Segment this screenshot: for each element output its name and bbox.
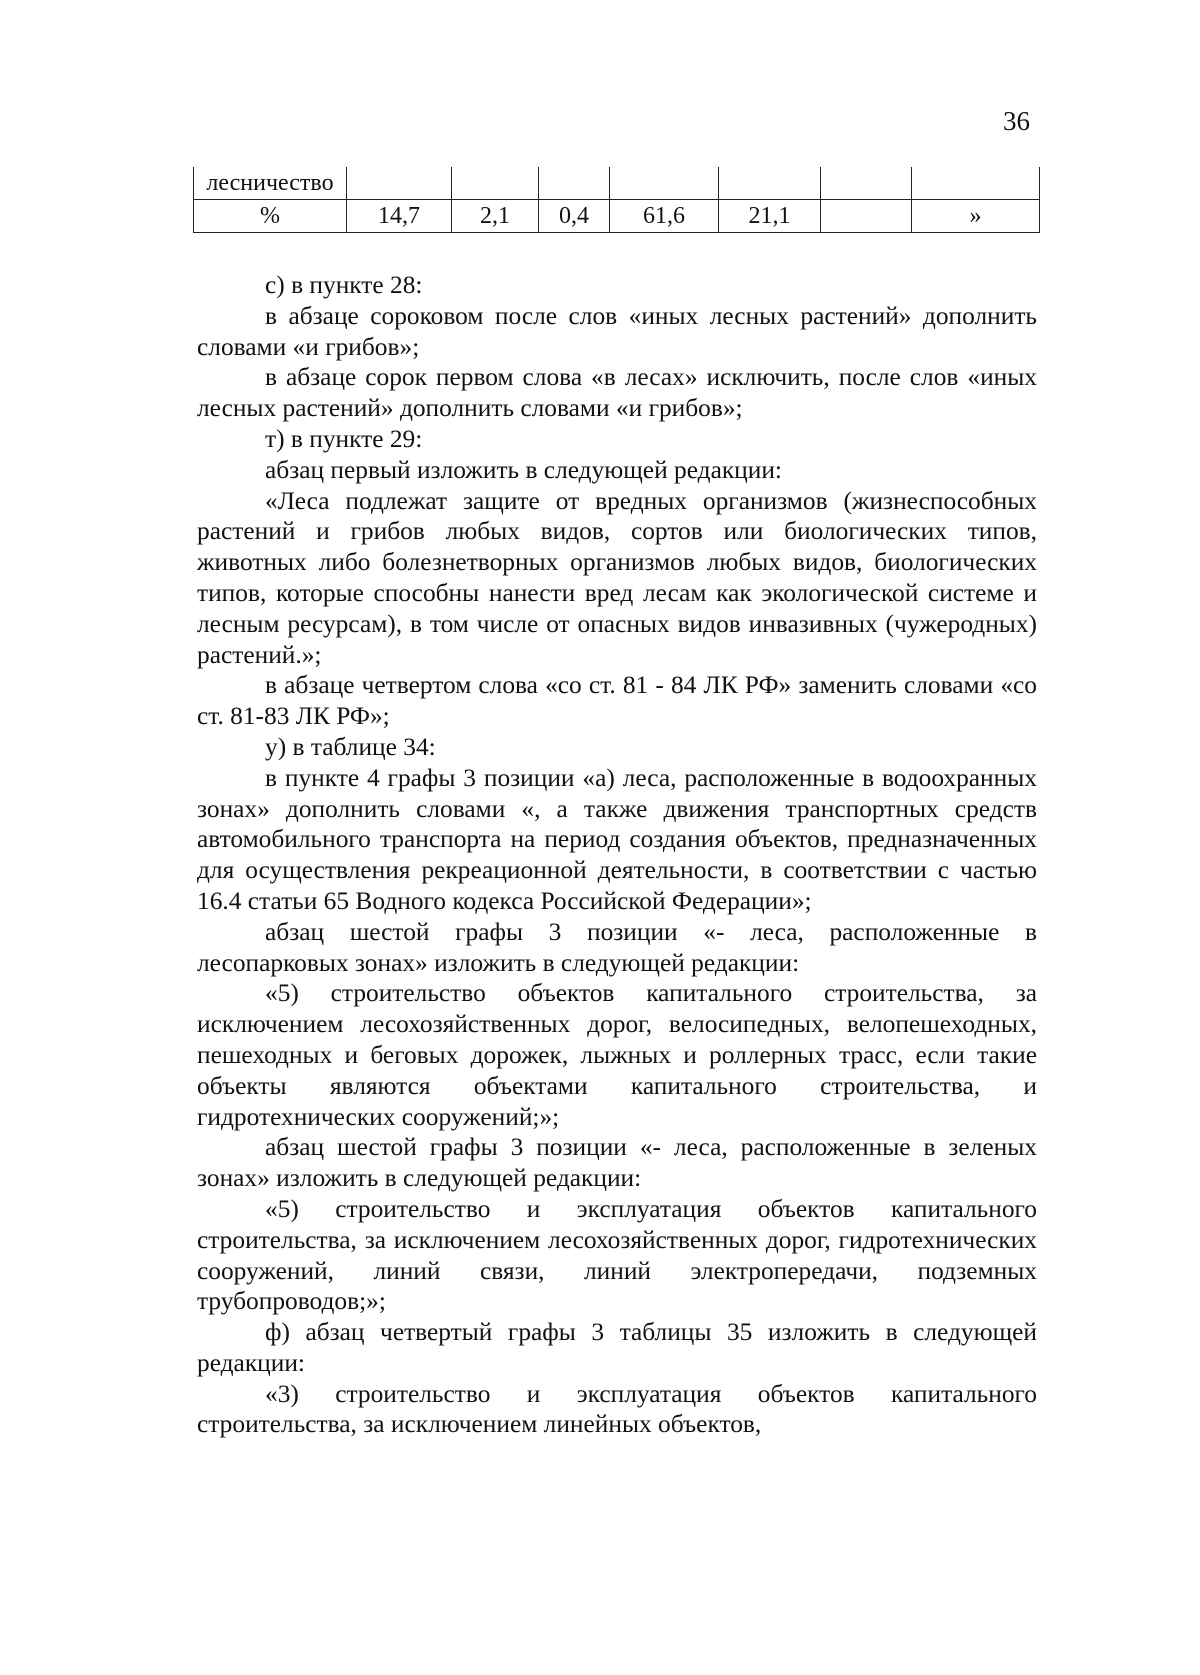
table-cell: 0,4 (539, 200, 610, 233)
paragraph: абзац шестой графы 3 позиции «- леса, расположенные в зеленых зонах» изложить в следующей редакции: (197, 1133, 1037, 1193)
table-cell: лесничество (194, 167, 347, 200)
paragraph: у) в таблице 34: (265, 732, 436, 761)
paragraph: в абзаце сороковом после слов «иных лесных растений» дополнить словами «и грибов»; (197, 301, 1037, 361)
table-cell: 2,1 (452, 200, 539, 233)
table-cell: » (912, 200, 1040, 233)
paragraph: «5) строительство и эксплуатация объектов капитального строительства, за исключением лесохозяйственных дорог, гидротехнических сооружений, линий связи, линий электропередачи, подземных трубопроводов;»; (197, 1194, 1037, 1316)
table-cell: 21,1 (719, 200, 821, 233)
table-cell: 14,7 (347, 200, 452, 233)
table-cell (610, 167, 719, 200)
table-row (194, 200, 1040, 233)
paragraph: в пункте 4 графы 3 позиции «а) леса, расположенные в водоохранных зонах» дополнить словами «, а также движения транспортных средств автомобильного транспорта на период создания объектов, предназначенных для осуществления рекреационной деятельности, в соответствии с частью 16.4 статьи 65 Водного кодекса Российской Федерации»; (197, 763, 1037, 915)
table-cell (719, 167, 821, 200)
table-cell (821, 200, 912, 233)
table-cell (912, 167, 1040, 200)
paragraph: абзац первый изложить в следующей редакции: (265, 455, 782, 484)
table-cell (347, 167, 452, 200)
table-cell (539, 167, 610, 200)
paragraph: «3) строительство и эксплуатация объектов капитального строительства, за исключением линейных объектов, (197, 1379, 1037, 1439)
paragraph: «5) строительство объектов капитального строительства, за исключением лесохозяйственных дорог, велосипедных, велопешеходных, пешеходных и беговых дорожек, лыжных и роллерных трасс, если такие объекты являются объектами капитального строительства, и гидротехнических сооружений;»; (197, 979, 1037, 1131)
page-number: 36 (1003, 106, 1030, 136)
paragraph: с) в пункте 28: (265, 271, 423, 299)
table-row (194, 167, 1040, 200)
continued-table (193, 167, 1040, 233)
paragraph: «Леса подлежат защите от вредных организмов (жизнеспособных растений и грибов любых видов, сортов или биологических типов, животных либо болезнетворных организмов любых видов, биологических типов, которые способны нанести вред лесам как экологической системе и лесным ресурсам), в том числе от опасных видов инвазивных (чужеродных) растений.»; (197, 486, 1037, 669)
paragraph: т) в пункте 29: (265, 424, 423, 453)
paragraph: ф) абзац четвертый графы 3 таблицы 35 изложить в следующей редакции: (197, 1318, 1037, 1377)
table-cell: 61,6 (610, 200, 719, 233)
table-cell (821, 167, 912, 200)
paragraph: абзац шестой графы 3 позиции «- леса, расположенные в лесопарковых зонах» изложить в следующей редакции: (197, 917, 1037, 977)
paragraph: в абзаце четвертом слова «со ст. 81 - 84 ЛК РФ» заменить словами «со ст. 81-83 ЛК РФ»; (197, 671, 1037, 731)
paragraph: в абзаце сорок первом слова «в лесах» исключить, после слов «иных лесных растений» дополнить словами «и грибов»; (197, 363, 1037, 423)
table-cell (452, 167, 539, 200)
table-cell: % (194, 200, 347, 233)
document-body (197, 270, 1037, 1440)
